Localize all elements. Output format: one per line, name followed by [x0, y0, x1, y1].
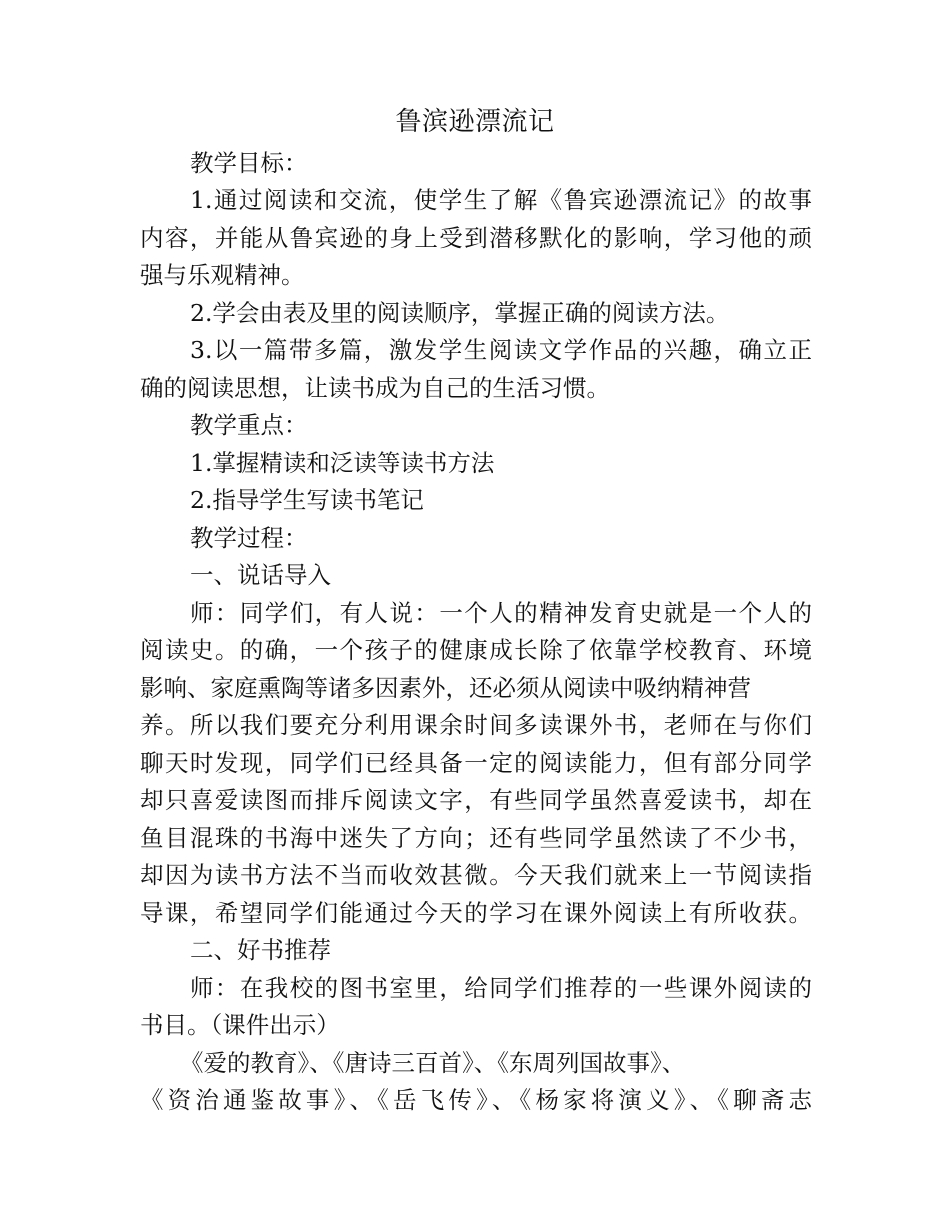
paragraph-line: 养。所以我们要充分利用课余时间多读课外书，老师在与你们 — [140, 711, 812, 739]
subsection-heading: 二、好书推荐 — [190, 936, 331, 964]
paragraph-line: 2.指导学生写读书笔记 — [190, 486, 424, 514]
paragraph-line: 1.通过阅读和交流，使学生了解《鲁宾逊漂流记》的故事 — [190, 186, 812, 214]
paragraph-line: 却因为读书方法不当而收效甚微。今天我们就来上一节阅读指 — [140, 861, 812, 889]
paragraph-line: 却只喜爱读图而排斥阅读文字，有些同学虽然喜爱读书，却在 — [140, 786, 812, 814]
paragraph-line: 师：在我校的图书室里，给同学们推荐的一些课外阅读的 — [190, 974, 812, 1002]
paragraph-line: 聊天时发现，同学们已经具备一定的阅读能力，但有部分同学 — [140, 749, 812, 777]
paragraph-line: 影响、家庭熏陶等诸多因素外，还必须从阅读中吸纳精神营 — [140, 674, 751, 702]
section-heading-objectives: 教学目标： — [190, 149, 308, 177]
document-title: 鲁滨逊漂流记 — [395, 107, 555, 137]
paragraph-line: 鱼目混珠的书海中迷失了方向；还有些同学虽然读了不少书， — [140, 824, 812, 852]
paragraph-line: 导课，希望同学们能通过今天的学习在课外阅读上有所收获。 — [140, 899, 812, 927]
paragraph-line: 1.掌握精读和泛读等读书方法 — [190, 449, 495, 477]
paragraph-line: 确的阅读思想，让读书成为自己的生活习惯。 — [140, 374, 610, 402]
paragraph-line: 阅读史。的确，一个孩子的健康成长除了依靠学校教育、环境 — [140, 636, 812, 664]
paragraph-line: 内容，并能从鲁宾逊的身上受到潜移默化的影响，学习他的顽 — [140, 224, 812, 252]
subsection-heading: 一、说话导入 — [190, 561, 331, 589]
section-heading-key-points: 教学重点： — [190, 411, 308, 439]
paragraph-line: 3.以一篇带多篇，激发学生阅读文学作品的兴趣，确立正 — [190, 336, 812, 364]
paragraph-line: 《资治通鉴故事》、《岳飞传》、《杨家将演义》、《聊斋志 — [140, 1086, 812, 1114]
paragraph-line: 强与乐观精神。 — [140, 261, 305, 289]
paragraph-line: 《爱的教育》、《唐诗三百首》、《东周列国故事》、 — [180, 1049, 686, 1077]
paragraph-line: 2.学会由表及里的阅读顺序，掌握正确的阅读方法。 — [190, 299, 730, 327]
section-heading-process: 教学过程： — [190, 524, 308, 552]
paragraph-line: 师：同学们，有人说：一个人的精神发育史就是一个人的 — [190, 599, 812, 627]
paragraph-line: 书目。（课件出示） — [140, 1011, 340, 1039]
